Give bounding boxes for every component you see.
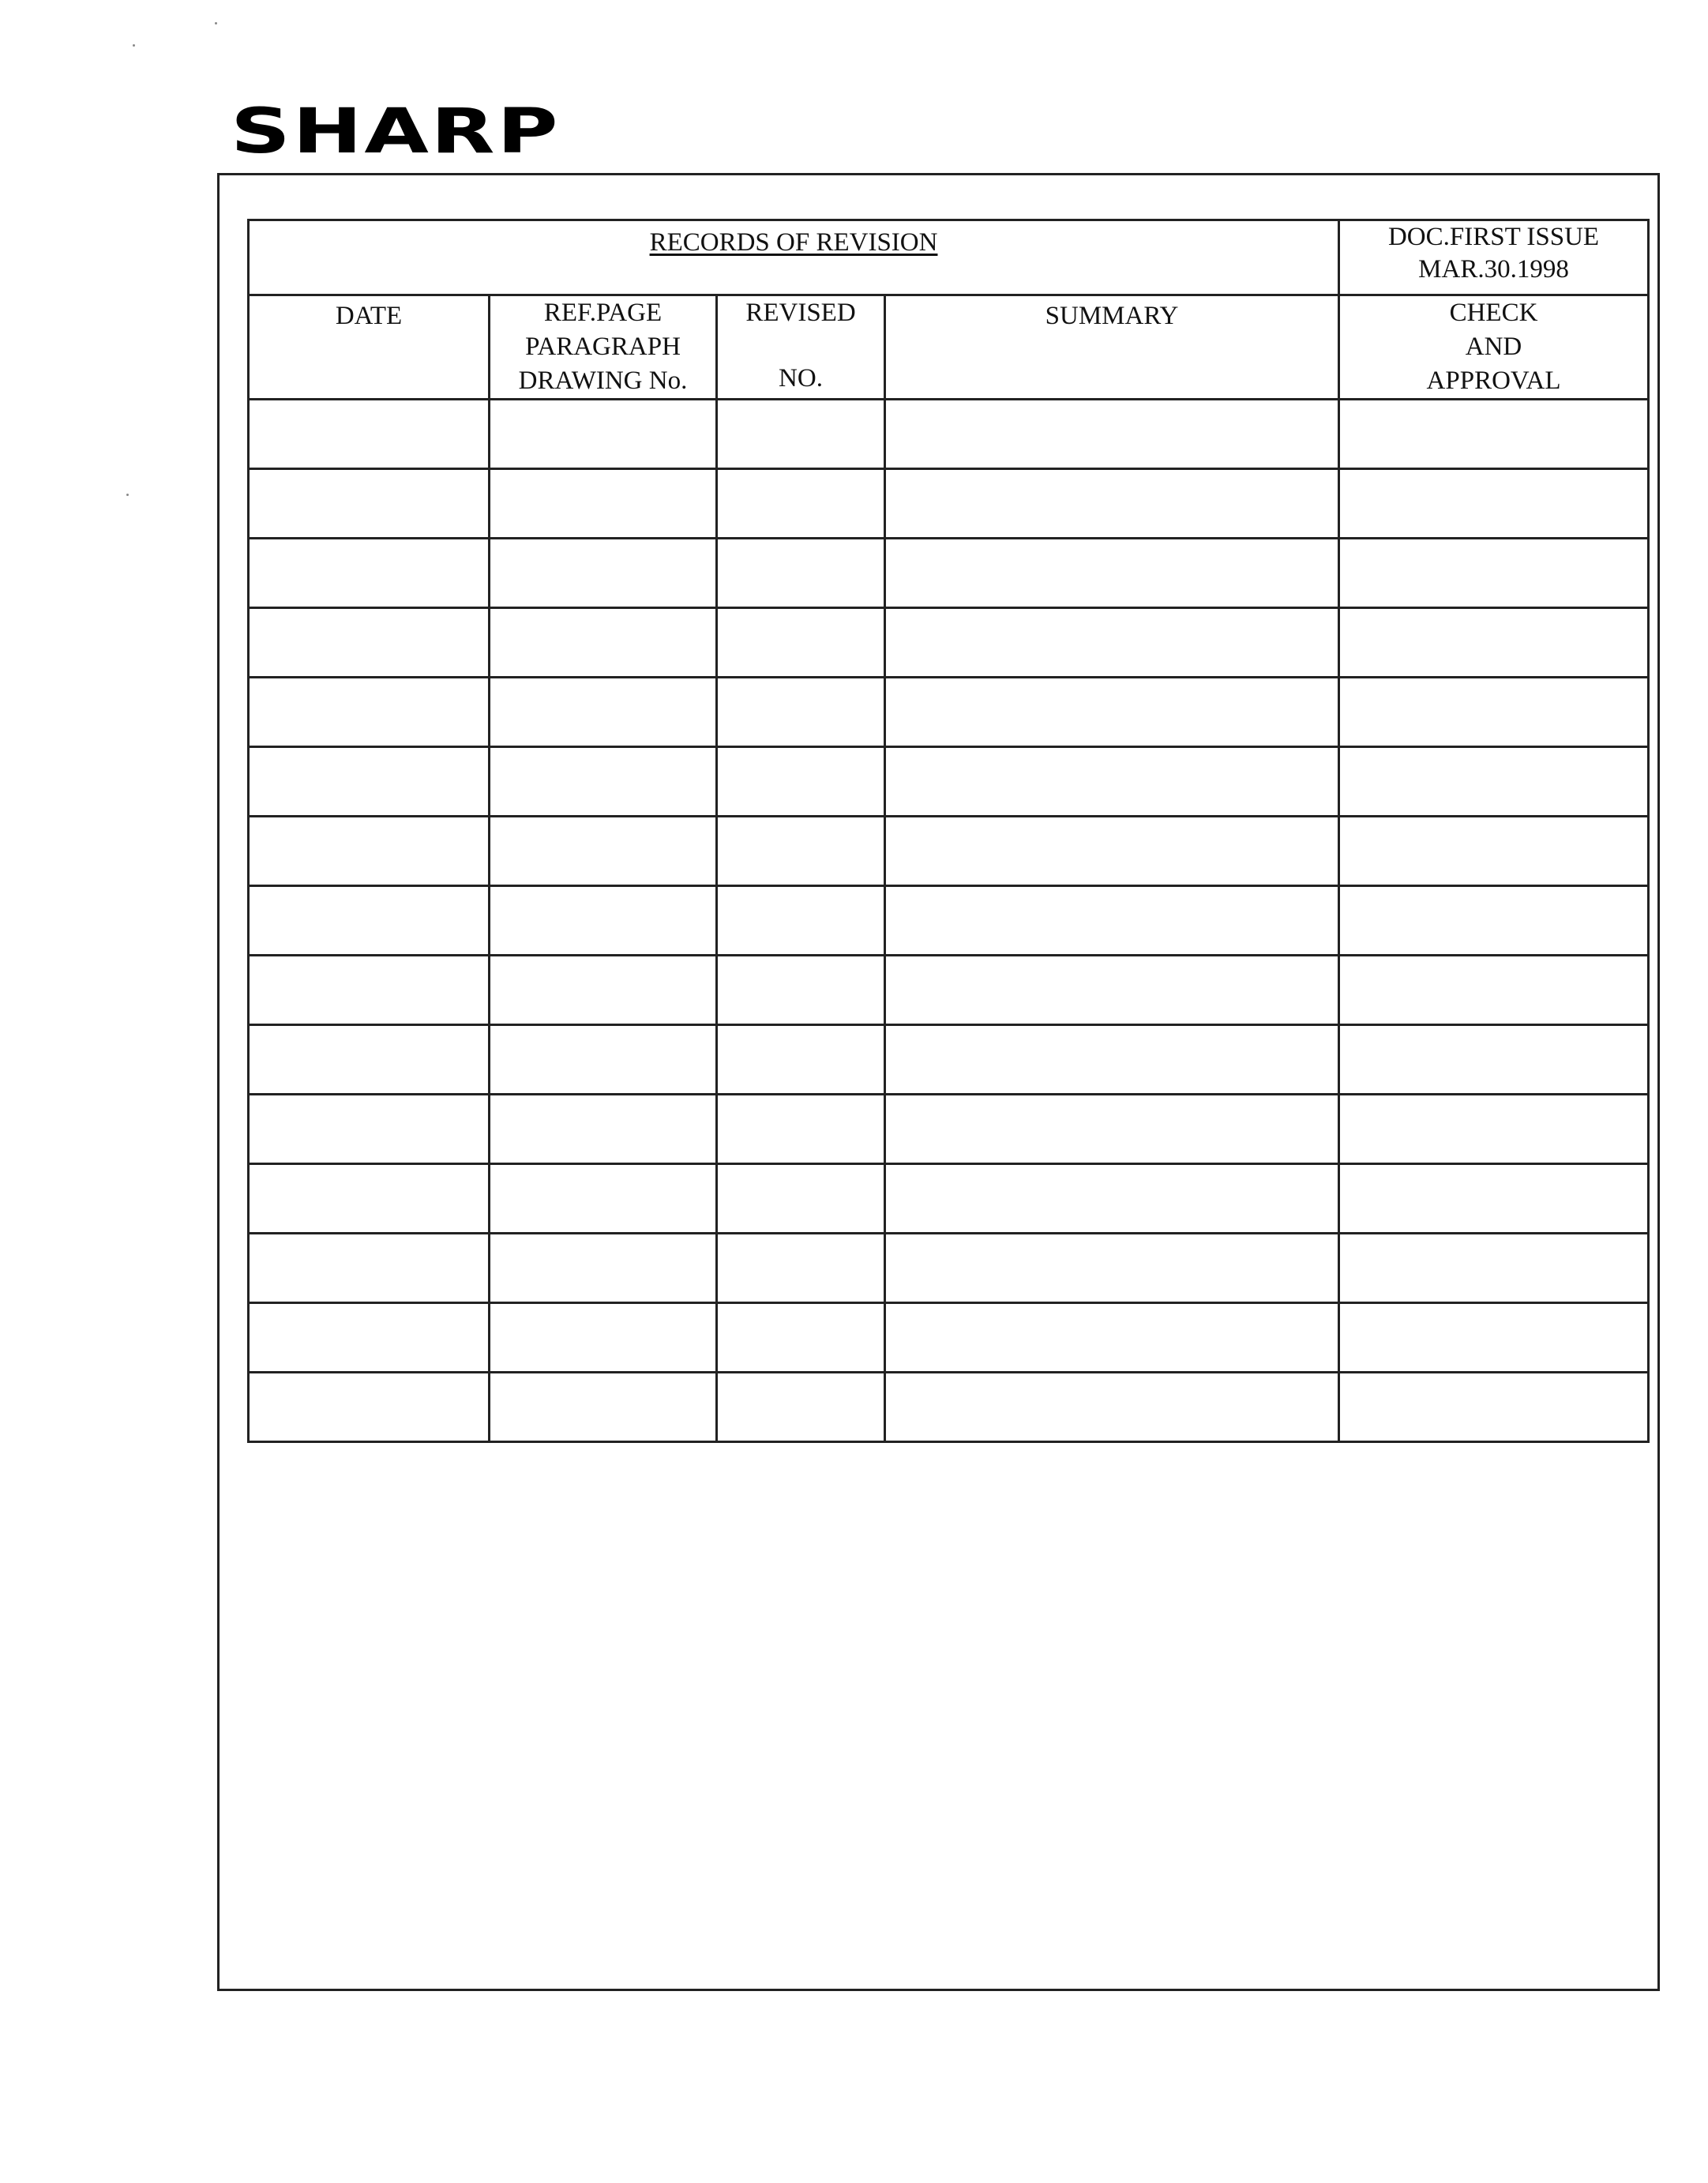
approval-cell [1339,1303,1649,1373]
table-row [249,608,1649,678]
sharp-logo: SHARP [231,96,561,167]
header-revised-line: REVISED [745,299,856,327]
revised-no-cell [717,469,885,539]
scan-speck [133,44,135,47]
header-summary-label: SUMMARY [1045,302,1179,330]
summary-cell [885,817,1339,886]
approval-cell [1339,1095,1649,1164]
summary-cell [885,1373,1339,1442]
table-row [249,886,1649,956]
summary-cell [885,1234,1339,1303]
table-title: RECORDS OF REVISION [649,228,938,257]
date-cell [249,678,490,747]
table-row [249,469,1649,539]
date-cell [249,747,490,817]
summary-cell [885,678,1339,747]
approval-cell [1339,747,1649,817]
revised-no-cell [717,678,885,747]
approval-cell [1339,469,1649,539]
ref-page-cell [490,400,717,469]
date-cell [249,539,490,608]
date-cell [249,1095,490,1164]
summary-cell [885,747,1339,817]
table-row [249,956,1649,1025]
revised-no-cell [717,608,885,678]
header-check-line: APPROVAL [1426,366,1561,395]
header-summary [885,295,1339,400]
ref-page-cell [490,469,717,539]
scan-speck [126,494,129,496]
header-ref-page-line: PARAGRAPH [525,333,681,361]
header-ref-page-line: DRAWING No. [518,366,688,395]
ref-page-cell [490,1164,717,1234]
summary-cell [885,1025,1339,1095]
table-row [249,539,1649,608]
ref-page-cell [490,1025,717,1095]
table-row [249,1095,1649,1164]
date-cell [249,1234,490,1303]
revised-no-cell [717,1164,885,1234]
revised-no-cell [717,1373,885,1442]
revision-table [247,219,1650,1443]
summary-cell [885,1303,1339,1373]
header-check [1339,295,1649,400]
approval-cell [1339,539,1649,608]
first-issue-label: DOC.FIRST ISSUE [1387,223,1600,251]
revised-no-cell [717,817,885,886]
revised-no-cell [717,1234,885,1303]
revised-no-cell [717,539,885,608]
first-issue-date: MAR.30.1998 [1418,255,1569,284]
revised-no-cell [717,400,885,469]
table-row [249,1373,1649,1442]
ref-page-cell [490,678,717,747]
date-cell [249,1373,490,1442]
header-ref-page-line: REF.PAGE [543,299,663,327]
date-cell [249,956,490,1025]
header-revised-line: NO. [779,364,823,393]
scan-speck [215,22,217,24]
approval-cell [1339,608,1649,678]
summary-cell [885,469,1339,539]
summary-cell [885,400,1339,469]
header-check-line: CHECK [1449,299,1538,327]
ref-page-cell [490,886,717,956]
summary-cell [885,886,1339,956]
date-cell [249,1025,490,1095]
first-issue-cell [1339,220,1649,295]
approval-cell [1339,1234,1649,1303]
date-cell [249,1303,490,1373]
date-cell [249,817,490,886]
table-row [249,678,1649,747]
revised-no-cell [717,956,885,1025]
revised-no-cell [717,1025,885,1095]
summary-cell [885,1164,1339,1234]
approval-cell [1339,1373,1649,1442]
table-row [249,1164,1649,1234]
date-cell [249,400,490,469]
ref-page-cell [490,817,717,886]
approval-cell [1339,886,1649,956]
ref-page-cell [490,1095,717,1164]
approval-cell [1339,817,1649,886]
header-ref-page [490,295,717,400]
approval-cell [1339,1164,1649,1234]
date-cell [249,1164,490,1234]
approval-cell [1339,956,1649,1025]
summary-cell [885,956,1339,1025]
ref-page-cell [490,747,717,817]
title-row [249,220,1649,295]
ref-page-cell [490,1373,717,1442]
table-row [249,1025,1649,1095]
summary-cell [885,1095,1339,1164]
table-row [249,817,1649,886]
date-cell [249,886,490,956]
ref-page-cell [490,539,717,608]
ref-page-cell [490,956,717,1025]
date-cell [249,469,490,539]
table-row [249,1303,1649,1373]
table-row [249,747,1649,817]
summary-cell [885,539,1339,608]
revised-no-cell [717,1095,885,1164]
header-date-label: DATE [335,302,403,330]
ref-page-cell [490,608,717,678]
approval-cell [1339,1025,1649,1095]
revised-no-cell [717,886,885,956]
table-row [249,400,1649,469]
title-cell [249,220,1339,295]
table-row [249,1234,1649,1303]
header-check-line: AND [1465,333,1522,361]
revised-no-cell [717,747,885,817]
date-cell [249,608,490,678]
revised-no-cell [717,1303,885,1373]
ref-page-cell [490,1303,717,1373]
header-date [249,295,490,400]
header-revised [717,295,885,400]
summary-cell [885,608,1339,678]
approval-cell [1339,678,1649,747]
ref-page-cell [490,1234,717,1303]
approval-cell [1339,400,1649,469]
header-row [249,295,1649,400]
